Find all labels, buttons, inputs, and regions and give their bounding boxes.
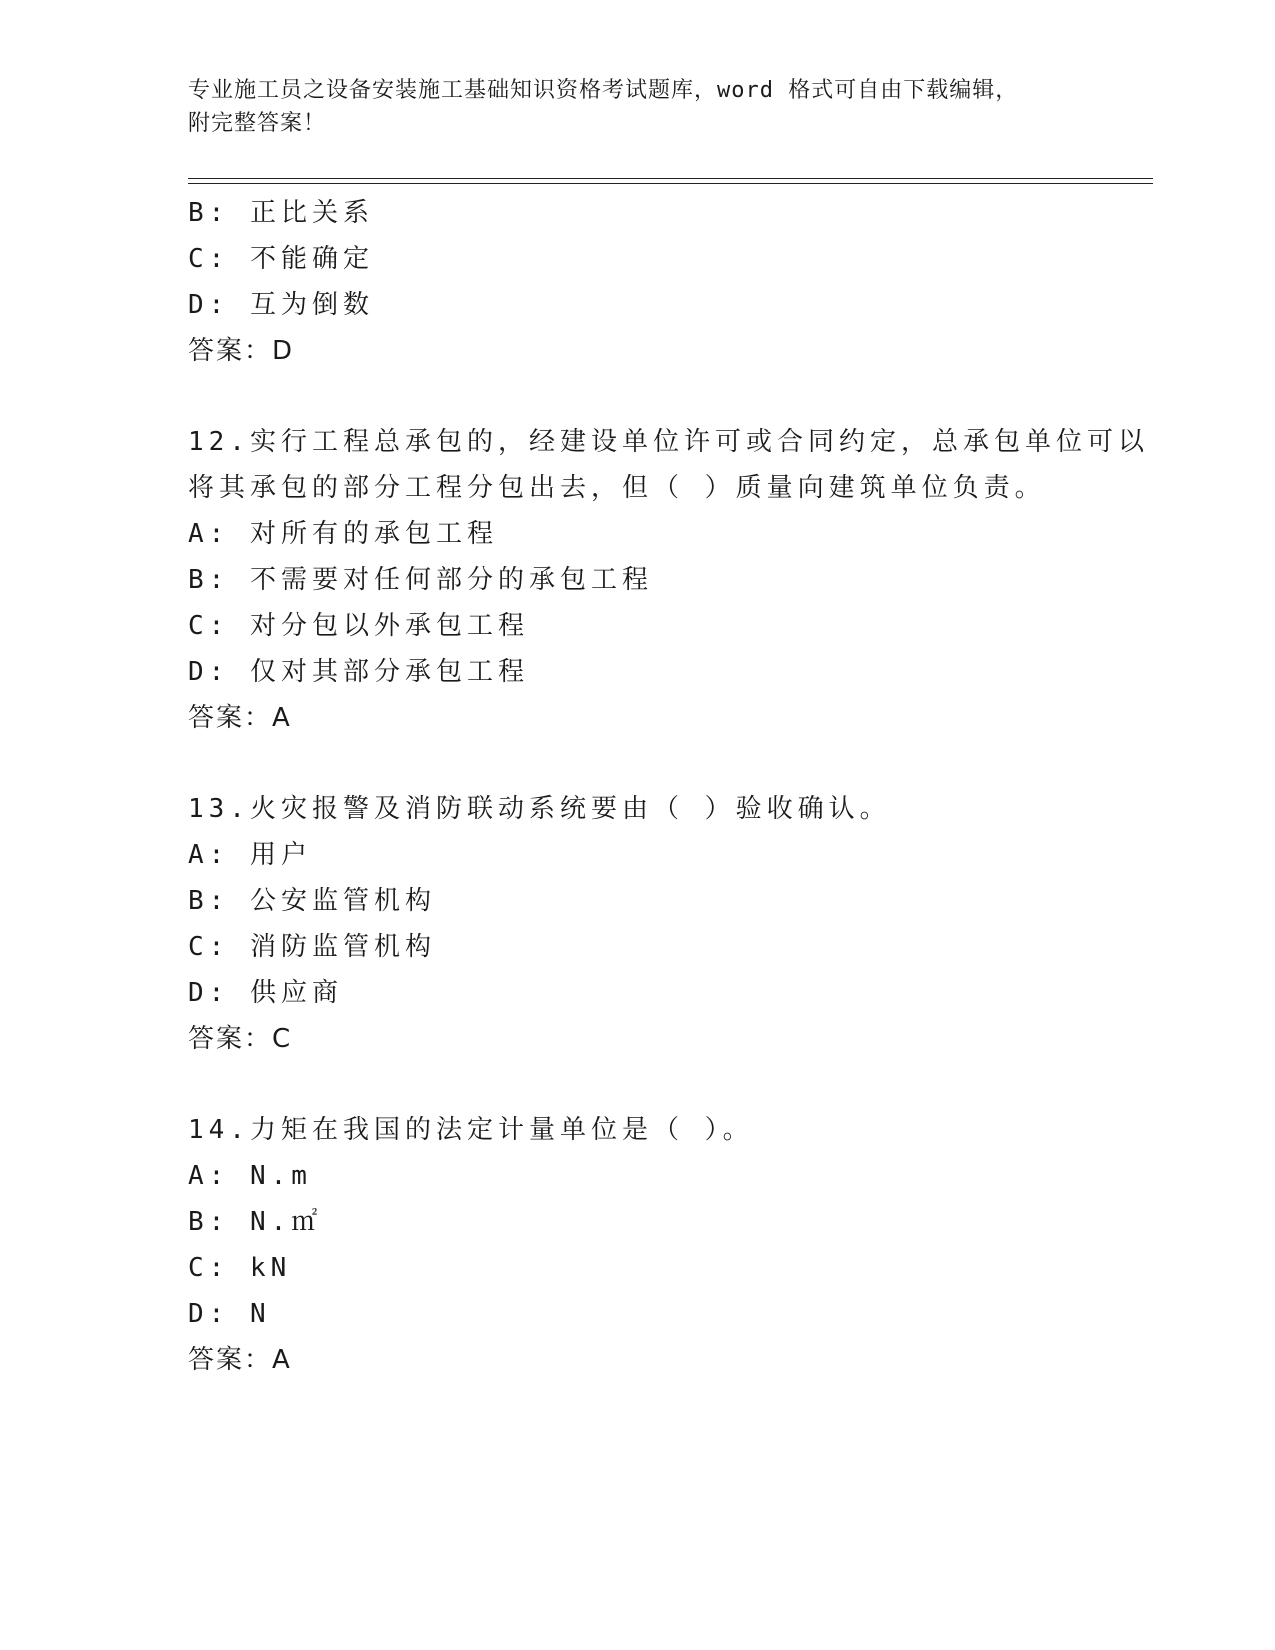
question-13 xyxy=(188,786,1088,1062)
question-11-tail xyxy=(188,190,1088,374)
option-c: C: 对分包以外承包工程 xyxy=(188,611,529,641)
document-header xyxy=(188,74,1088,140)
question-stem-line: 14.力矩在我国的法定计量单位是（ ）。 xyxy=(188,1115,754,1145)
header-line-1: 专业施工员之设备安装施工基础知识资格考试题库，word 格式可自由下载编辑， xyxy=(188,78,1019,103)
header-line-2: 附完整答案！ xyxy=(188,111,327,136)
option-d: D: 仅对其部分承包工程 xyxy=(188,657,529,687)
question-stem-line: 13.火灾报警及消防联动系统要由（ ）验收确认。 xyxy=(188,794,891,824)
question-stem-line: 将其承包的部分工程分包出去，但（ ）质量向建筑单位负责。 xyxy=(188,473,1046,503)
question-stem-line: 12.实行工程总承包的，经建设单位许可或合同约定，总承包单位可以 xyxy=(188,427,1149,457)
option-d: D: N xyxy=(188,1299,271,1329)
option-d: D: 互为倒数 xyxy=(188,290,374,320)
header-divider-top xyxy=(188,178,1153,179)
option-a: A: 对所有的承包工程 xyxy=(188,519,498,549)
answer: 答案：D xyxy=(188,336,295,366)
option-b: B: 正比关系 xyxy=(188,198,374,228)
option-c: C: kN xyxy=(188,1253,292,1283)
option-c: C: 消防监管机构 xyxy=(188,932,436,962)
question-14 xyxy=(188,1107,1088,1383)
option-a: A: N.m xyxy=(188,1161,312,1191)
answer: 答案：A xyxy=(188,1345,292,1375)
question-list xyxy=(188,190,1149,1383)
question-12 xyxy=(188,419,1149,741)
option-b: B: 公安监管机构 xyxy=(188,886,436,916)
option-b: B: 不需要对任何部分的承包工程 xyxy=(188,565,653,595)
header-divider-bottom xyxy=(188,183,1153,184)
option-d: D: 供应商 xyxy=(188,978,343,1008)
option-c: C: 不能确定 xyxy=(188,244,374,274)
option-a: A: 用户 xyxy=(188,840,312,870)
answer: 答案：A xyxy=(188,703,292,733)
option-b: B: N.㎡ xyxy=(188,1207,323,1237)
answer: 答案：C xyxy=(188,1024,293,1054)
